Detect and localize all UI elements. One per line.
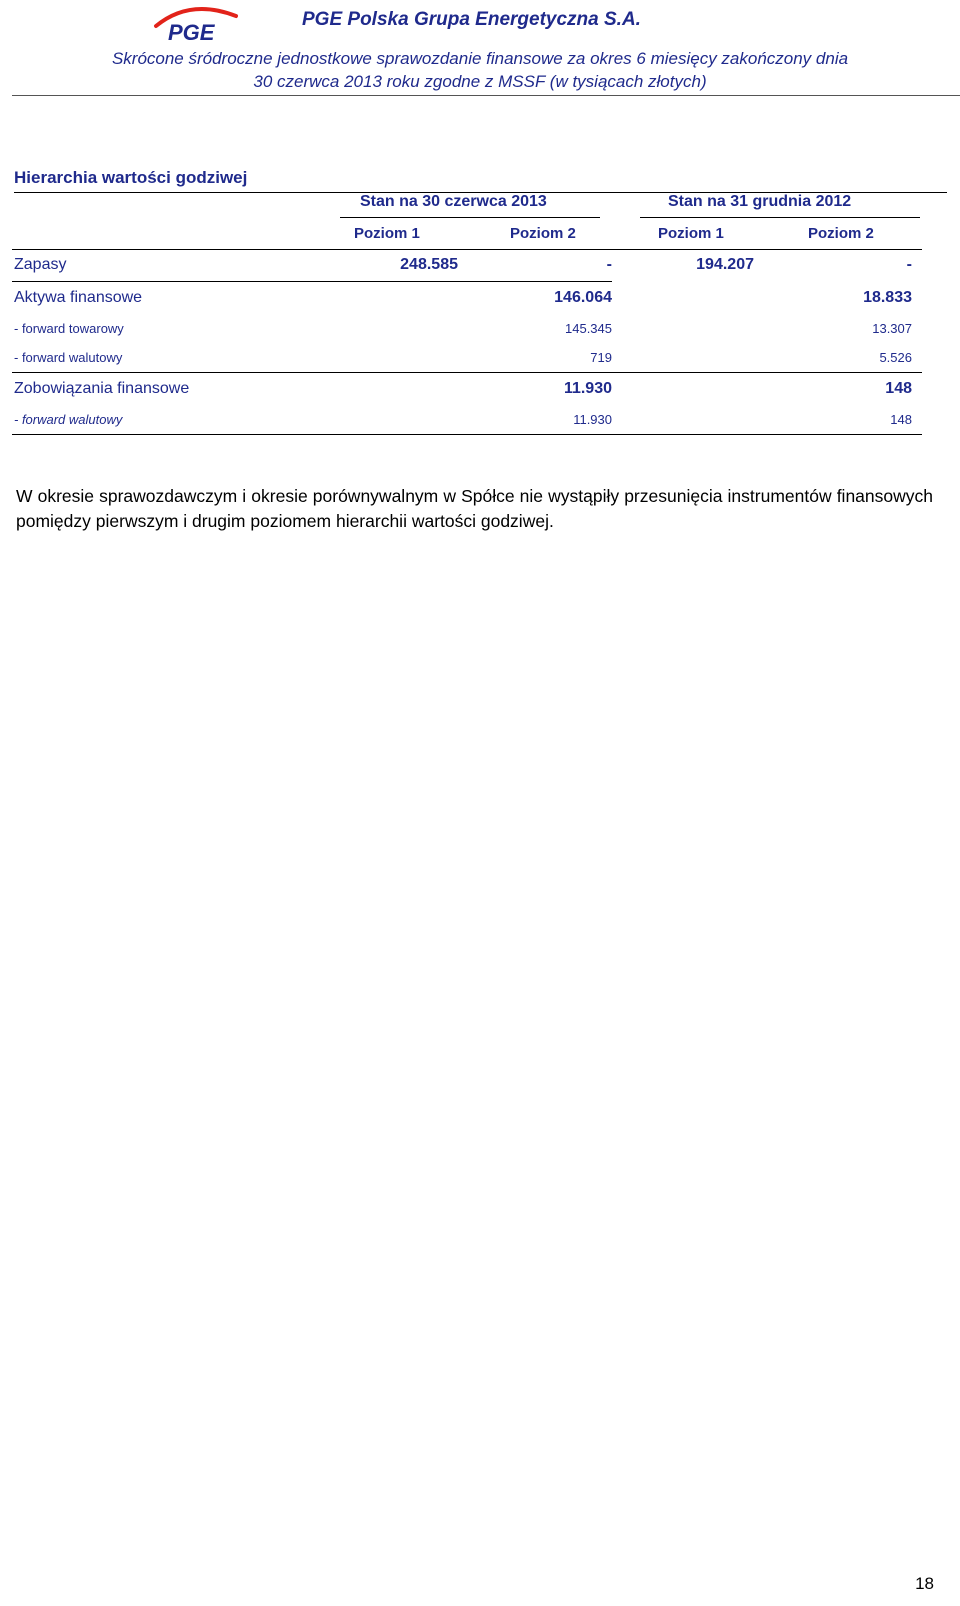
row-label-zobowiazania-finansowe: Zobowiązania finansowe bbox=[14, 380, 190, 397]
cell-fwd-tow-l2-2012: 13.307 bbox=[872, 321, 912, 336]
cell-fwd-wal-l2-2012: 5.526 bbox=[879, 350, 912, 365]
pge-logo bbox=[150, 4, 246, 44]
table-bottom-rule bbox=[12, 434, 922, 435]
period-header-2013: Stan na 30 czerwca 2013 bbox=[360, 193, 547, 210]
report-subtitle bbox=[0, 47, 960, 93]
row-rule bbox=[12, 281, 612, 282]
period-2013-underline bbox=[340, 217, 600, 218]
cell-zapasy-l2-2012: - bbox=[906, 256, 912, 273]
page-number: 18 bbox=[915, 1574, 934, 1593]
cell-zobow-l2-2013: 11.930 bbox=[563, 380, 612, 397]
body-paragraph: W okresie sprawozdawczym i okresie porównywalnym w Spółce nie wystąpiły przesunięcia instrumentów finansowych pomiędzy pierwszym i drugim poziomem hierarchii wartości godziwej. bbox=[16, 486, 933, 531]
company-name: PGE Polska Grupa Energetyczna S.A. bbox=[302, 9, 641, 30]
row-rule bbox=[12, 372, 922, 373]
period-header-2012: Stan na 31 grudnia 2012 bbox=[668, 193, 852, 210]
page-header bbox=[0, 0, 960, 98]
row-label-aktywa-finansowe: Aktywa finansowe bbox=[14, 289, 143, 306]
period-2012-underline bbox=[640, 217, 920, 218]
row-label-forward-walutowy: - forward walutowy bbox=[14, 350, 123, 365]
subtitle-line-2: 30 czerwca 2013 roku zgodne z MSSF (w tysiącach złotych) bbox=[253, 72, 707, 91]
header-rule bbox=[12, 249, 922, 250]
subtitle-line-1: Skrócone śródroczne jednostkowe sprawozdanie finansowe za okres 6 miesięcy zakończony dnia bbox=[111, 49, 849, 68]
cell-aktywa-l2-2012: 18.833 bbox=[863, 289, 912, 306]
cell-zapasy-l1-2012: 194.207 bbox=[696, 256, 754, 273]
level-header-2-2013: Poziom 2 bbox=[510, 225, 576, 242]
level-header-1-2013: Poziom 1 bbox=[354, 225, 420, 242]
row-label-forward-towarowy: - forward towarowy bbox=[14, 321, 124, 336]
cell-zobow-fwd-l2-2013: 11.930 bbox=[573, 412, 612, 427]
cell-aktywa-l2-2013: 146.064 bbox=[554, 289, 612, 306]
row-label-forward-walutowy-liab: - forward walutowy bbox=[14, 412, 123, 427]
cell-zapasy-l1-2013: 248.585 bbox=[400, 256, 458, 273]
table-title: Hierarchia wartości godziwej bbox=[14, 168, 947, 193]
cell-zobow-l2-2012: 148 bbox=[885, 380, 912, 397]
cell-zobow-fwd-l2-2012: 148 bbox=[890, 412, 912, 427]
cell-fwd-tow-l2-2013: 145.345 bbox=[565, 321, 612, 336]
cell-fwd-wal-l2-2013: 719 bbox=[590, 350, 612, 365]
level-header-1-2012: Poziom 1 bbox=[658, 225, 724, 242]
svg-text:PGE: PGE bbox=[168, 20, 215, 44]
cell-zapasy-l2-2013: - bbox=[606, 256, 612, 273]
level-header-2-2012: Poziom 2 bbox=[808, 225, 874, 242]
header-divider bbox=[12, 95, 960, 96]
row-label-zapasy: Zapasy bbox=[14, 256, 67, 273]
